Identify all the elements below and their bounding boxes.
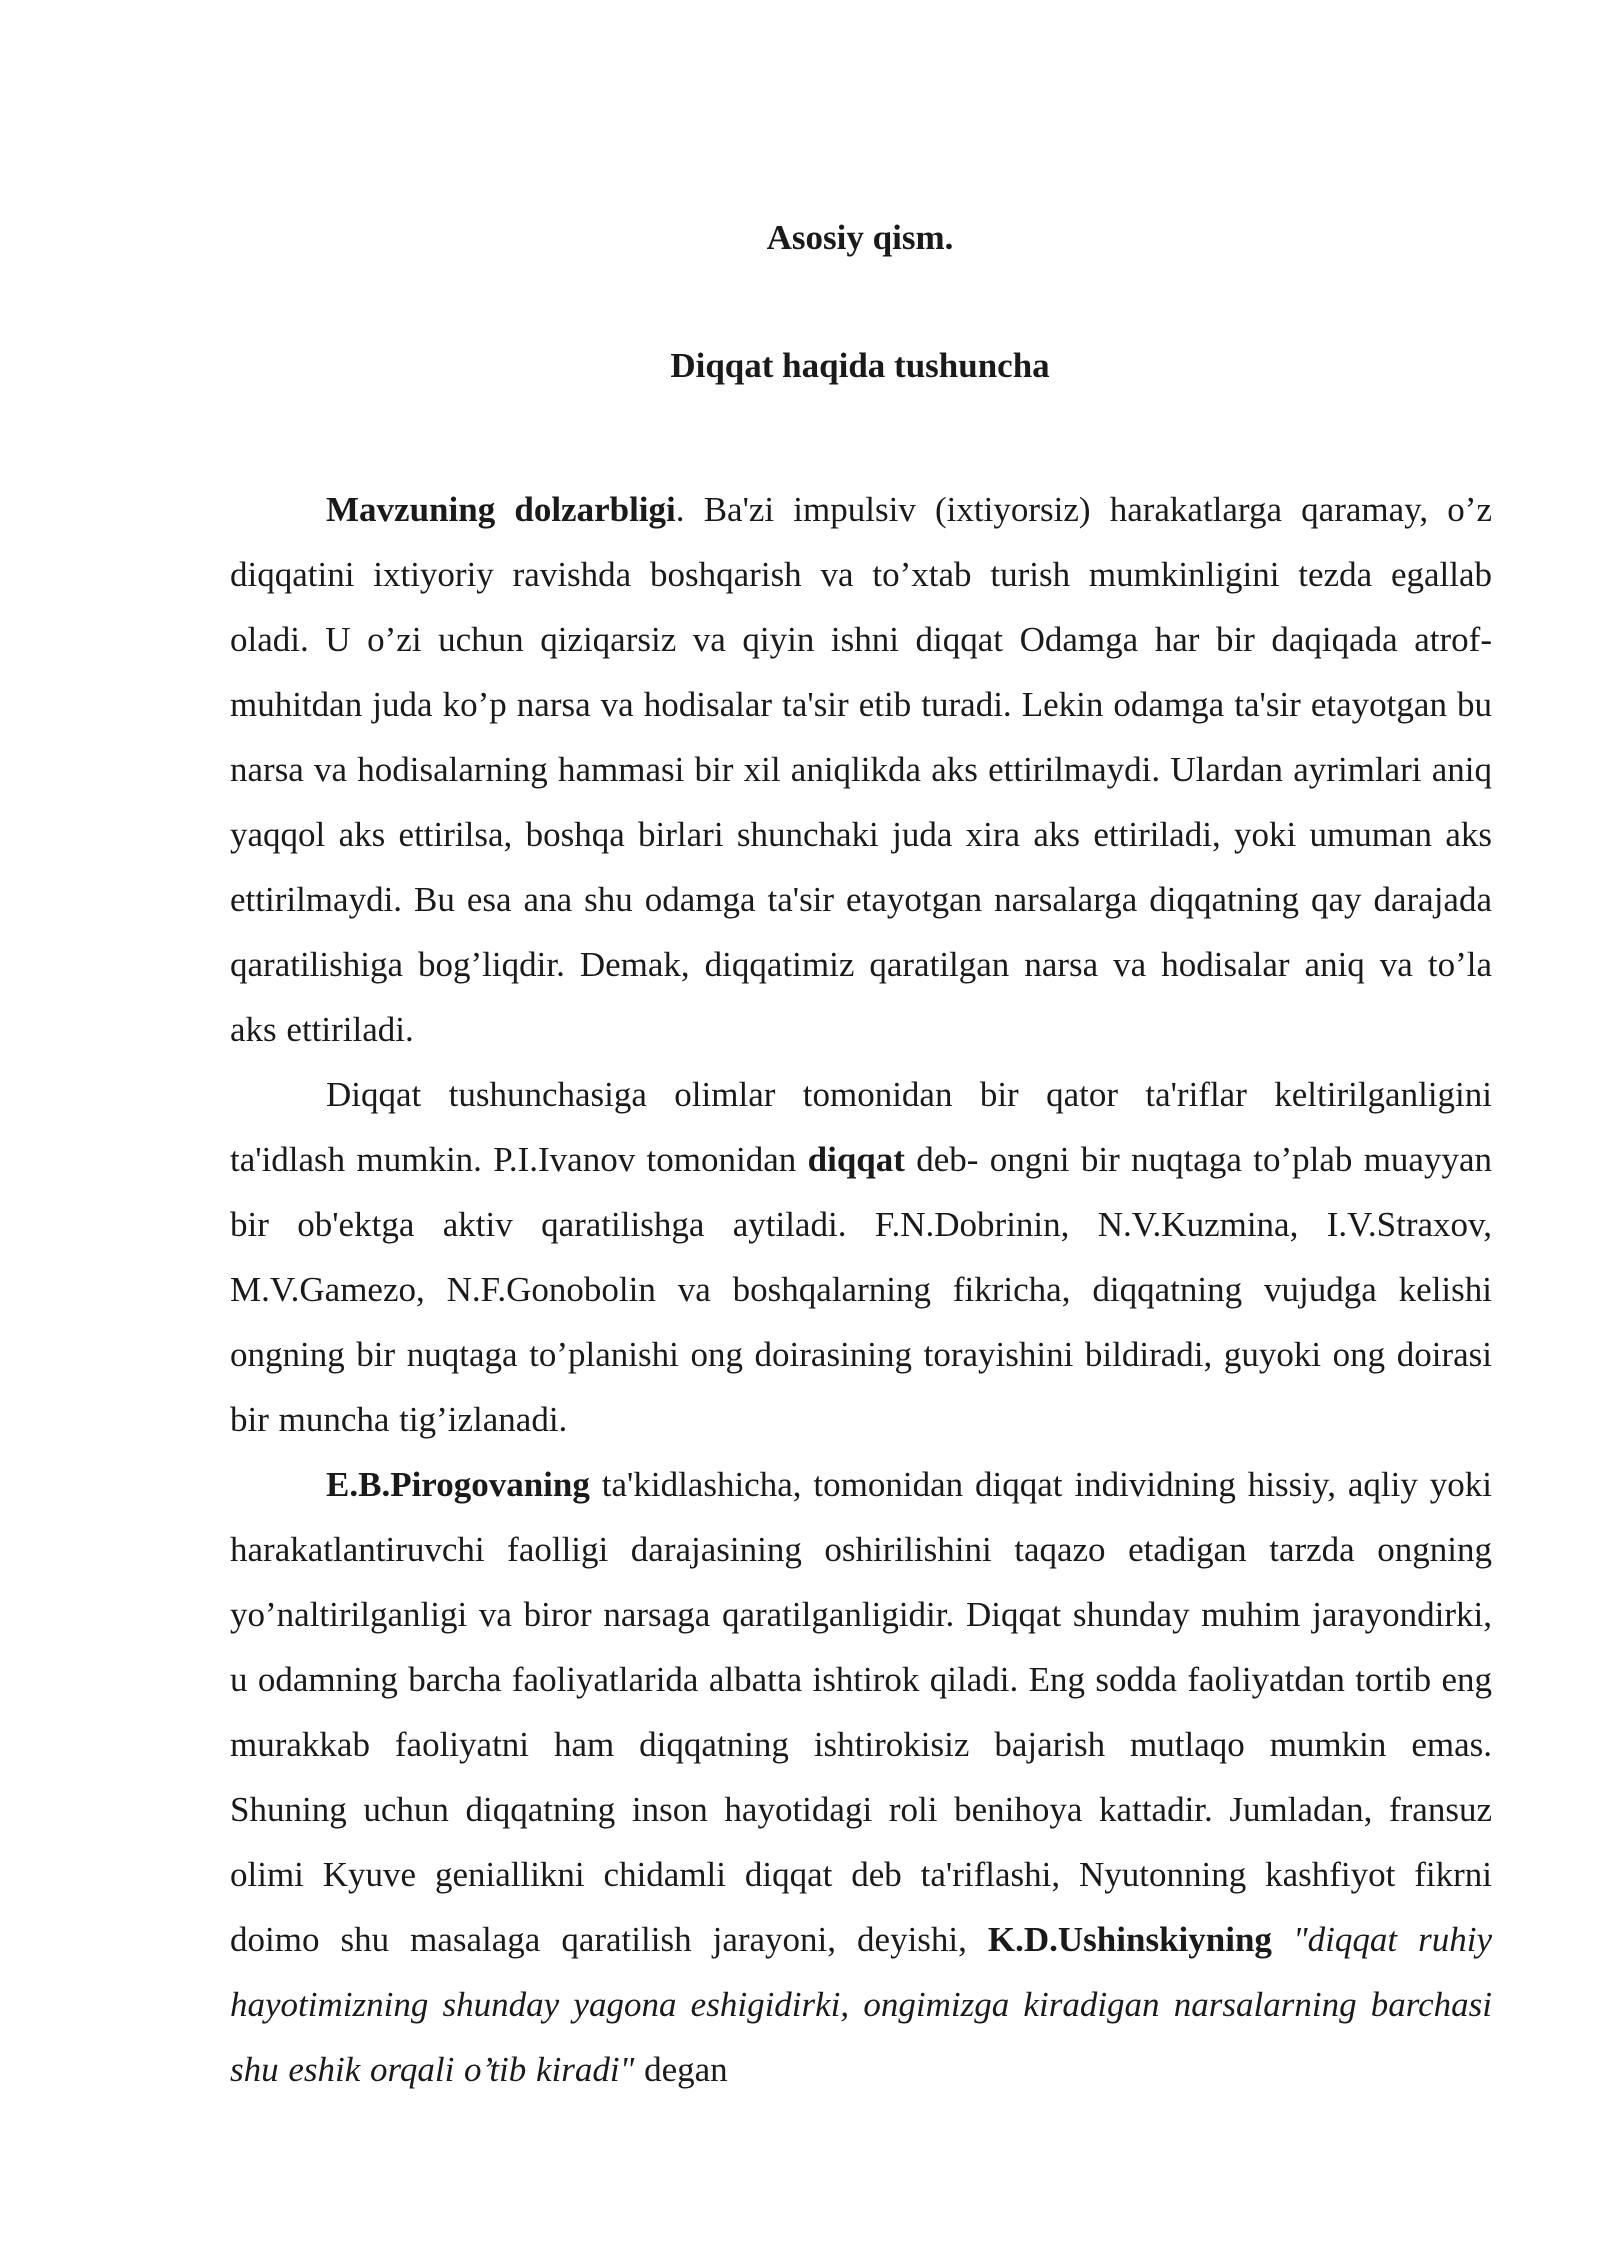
paragraph-pirogova: [230, 1452, 1492, 2102]
author-bold: K.D.Ushinskiyning: [987, 1920, 1272, 1959]
section-title: Asosiy qism.: [766, 218, 954, 257]
paragraph-text: ta'kidlashicha, tomonidan diqqat individning hissiy, aqliy yoki harakatlantiruvchi faolligi darajasining oshirilishini taqazo etadigan tarzda ongning yo’naltirilganligi va biror narsaga qaratilganligidir. Diqqat shunday muhim jarayondirki, u odamning barcha faoliyatlarida albatta ishtirok qiladi. Eng sodda faoliyatdan tortib eng murakkab faoliyatni ham diqqatning ishtirokisiz bajarish mutlaqo mumkin emas. Shuning uchun diqqatning inson hayotidagi roli benihoya kattadir. Jumladan, fransuz olimi Kyuve geniallikni chidamli diqqat deb ta'riflashi, Nyutonning kashfiyot fikrni doimo shu masalaga qaratilish jarayoni, deyishi,: [230, 1465, 1492, 1959]
paragraph-lead: Mavzuning dolzarbligi: [326, 490, 676, 529]
paragraph-definitions: [230, 1062, 1492, 1452]
paragraph-text: deb- ongni bir nuqtaga to’plab muayyan bir ob'ektga aktiv qaratilishga aytiladi. F.N.Dobrinin, N.V.Kuzmina, I.V.Straxov, M.V.Gamezo, N.F.Gonobolin va boshqalarning fikricha, diqqatning vujudga kelishi ongning bir nuqtaga to’planishi ong doirasining torayishini bildiradi, guyoki ong doirasi bir muncha tig’izlanadi.: [230, 1140, 1492, 1439]
section-subtitle: Diqqat haqida tushuncha: [670, 346, 1050, 385]
quote-italic: "diqqat ruhiy hayotimizning shunday yagona eshigidirki, ongimizga kiradigan narsalarning barchasi shu eshik orqali o’tib kiradi": [230, 1920, 1493, 2089]
paragraph-text: . Ba'zi impulsiv (ixtiyorsiz) harakatlarga qaramay, o’z diqqatini ixtiyoriy ravishda boshqarish va to’xtab turish mumkinligini tezda egallab oladi. U o’zi uchun qiziqarsiz va qiyin ishni diqqat Odamga har bir daqiqada atrof-muhitdan juda ko’p narsa va hodisalar ta'sir etib turadi. Lekin odamga ta'sir etayotgan bu narsa va hodisalarning hammasi bir xil aniqlikda aks ettirilmaydi. Ulardan ayrimlari aniq yaqqol aks ettirilsa, boshqa birlari shunchaki juda xira aks ettiriladi, yoki umuman aks ettirilmaydi. Bu esa ana shu odamga ta'sir etayotgan narsalarga diqqatning qay darajada qaratilishiga bog’liqdir. Demak, diqqatimiz qaratilgan narsa va hodisalar aniq va to’la aks ettiriladi.: [230, 490, 1492, 1049]
body-text: [230, 477, 1492, 2102]
term-bold: diqqat: [807, 1140, 905, 1179]
paragraph-tail: degan: [634, 2050, 728, 2089]
paragraph-lead: E.B.Pirogovaning: [326, 1465, 590, 1504]
space: [1272, 1920, 1293, 1959]
paragraph-relevance: [230, 477, 1492, 1062]
paragraph-text: Diqqat tushunchasiga olimlar tomonidan bir qator ta'riflar keltirilganligini ta'idlash mumkin. P.I.Ivanov tomonidan: [230, 1075, 1492, 1179]
